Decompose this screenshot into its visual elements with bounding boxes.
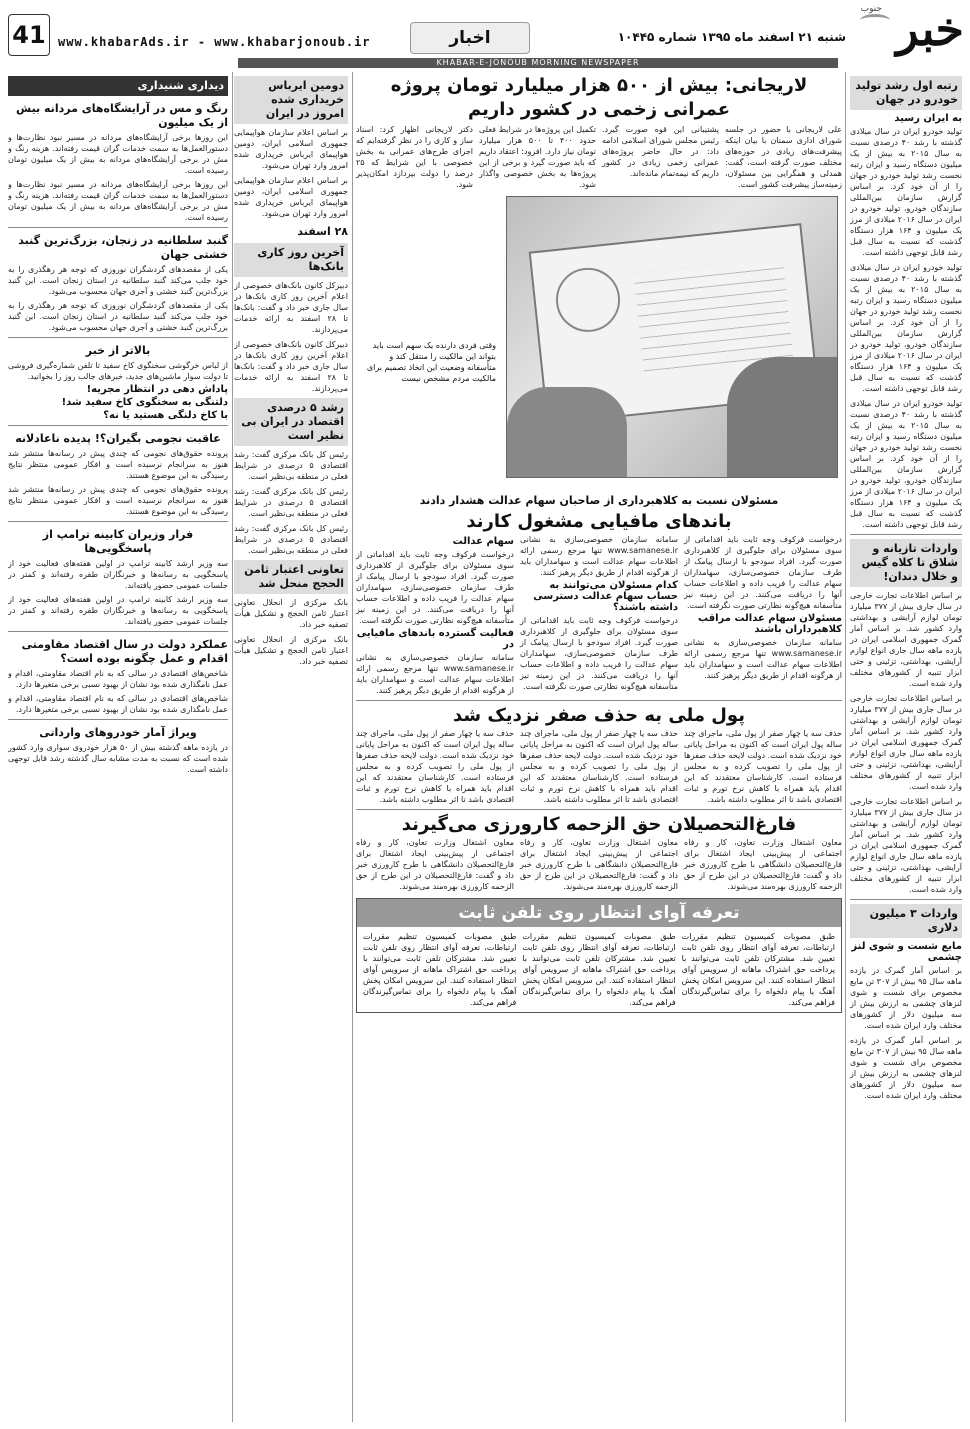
left-headline-3[interactable]: بالاتر از خبر	[85, 344, 151, 357]
midleft-title-1: دومین ایرباس خریداری شده امروز در ایران	[234, 76, 348, 124]
right-body-2: بر اساس اطلاعات تجارت خارجی در سال جاری بیش از ۳۷۷ میلیارد تومان لوازم آرایشی و بهداشتی وارد کشور شد. بر اساس آمار گمرک جمهوری اسلامی ایران در یازده ماهه سال جاری انواع لوازم آرایشی، بهداشتی، تزئینی و حتی ابزار تنبیه از کشورهای مختلف وارد شده است.	[850, 591, 962, 688]
midleft-body-1: بر اساس اعلام سازمان هواپیمایی جمهوری اسلامی ایران، دومین هواپیمای ایرباس خریداری شده امروز وارد تهران می‌شود.	[234, 128, 348, 170]
larijani-col-2: پشتیبانی این قوه صورت گیرد. رئیس مجلس شورای اسلامی ادامه داد: در حال حاضر پروژه‌های عمرانی زخمی زیادی در کشور داریم که نیمه‌تمام مانده‌اند.	[602, 125, 719, 178]
seal-icon	[553, 265, 623, 335]
midleft-body-3: رئیس کل بانک مرکزی گفت: رشد اقتصادی ۵ درصدی در شرایط فعلی در منطقه بی‌نظیر است.	[234, 450, 348, 481]
left-body-6b: شاخص‌های اقتصادی در سالی که به نام اقتصاد مقاومتی، اقدام و عمل نامگذاری شده بود نشان از بهبود نسبی برخی متغیرها دارد.	[8, 694, 228, 714]
left-body-4b: پرونده حقوق‌های نجومی که چندی پیش در رسانه‌ها منتشر شد هنوز به سرانجام نرسیده است و افکار عمومی منتظر نتایج رسیدگی به این موضوع هستند.	[8, 485, 228, 516]
left-sub-3a: پاداش دهی در انتظار مجریه!	[86, 384, 228, 395]
mafia-body-2: سامانه سازمان خصوصی‌سازی به نشانی www.samanese.ir تنها مرجع رسمی ارائه اطلاعات سهام عدالت است و سهامداران باید از هرگونه اقدام از طریق دیگر پرهیز کنند.	[520, 535, 678, 577]
midleft-body-3b: رئیس کل بانک مرکزی گفت: رشد اقتصادی ۵ درصدی در شرایط فعلی در منطقه بی‌نظیر است.	[234, 487, 348, 518]
certificate-lines	[633, 257, 793, 372]
left-sub-3b: دلتنگی به سختگوی کاخ سفید شد!	[61, 397, 228, 408]
left-headline-7[interactable]: ویراژ آمار خودروهای وارداتی	[39, 726, 197, 739]
section-tag: اخبار	[410, 22, 530, 54]
headline-graduates[interactable]: فارغ‌التحصیلان حق الزحمه کارورزی می‌گیرند	[401, 814, 797, 835]
mafia-subhead-b: فعالیت گسترده باندهای مافیایی در	[356, 628, 514, 650]
right-subtitle-1: به ایران رسید	[894, 113, 962, 124]
right-body-1: تولید خودرو ایران در سال میلادی گذشته با رشد ۴۰ درصدی نسبت به سال ۲۰۱۵ به بیش از یک میلیون دستگاه رسید و ایران رتبه نخست رشد تولید خودرو در جهان را از آن خود کرد. بر اساس گزارش سازمان بین‌المللی سازندگان خودرو، تولید خودرو در ایران در سال ۲۰۱۶ میلادی از مرز یک میلیون و ۱۶۴ هزار دستگاه گذشت که نسبت به سال قبل رشد قابل توجهی داشته است.	[850, 127, 962, 257]
left-body-1: این روزها برخی آرایشگاه‌های مردانه در مسیر نبود نظارت‌ها و دستورالعمل‌ها به سمت خدمات گران قیمت رفته‌اند. هزینه رنگ و مش در برخی آرایشگاه‌های مردانه به بیش از یک میلیون تومان رسیده است.	[8, 133, 228, 175]
headline-currency[interactable]: پول ملی به حذف صفر نزدیک شد	[453, 705, 745, 726]
logo-subtitle: جنوب	[860, 4, 882, 14]
graduates-col-2: معاون اشتغال وزارت تعاون، کار و رفاه اجتماعی از پیش‌بینی ایجاد اشتغال برای فارغ‌التحصیلان دانشگاهی با طرح کارورزی خبر داد و گفت: فارغ‌التحصیلان در این طرح از حق الزحمه کارورزی بهره‌مند می‌شوند.	[520, 838, 678, 891]
logo-text: خبر	[896, 2, 964, 56]
mafia-col-3	[356, 534, 514, 696]
photo-block	[356, 190, 842, 490]
divider	[8, 631, 228, 632]
left-headline-5[interactable]: فرار وزیران کابینه ترامپ از پاسخگویی‌ها	[42, 528, 194, 555]
graduates-col-1: معاون اشتغال وزارت تعاون، کار و رفاه اجتماعی از پیش‌بینی ایجاد اشتغال برای فارغ‌التحصیلان دانشگاهی با طرح کارورزی خبر داد و گفت: فارغ‌التحصیلان در این طرح از حق الزحمه کارورزی بهره‌مند می‌شوند.	[684, 838, 842, 891]
mafia-subhead-a: سهام عدالت	[452, 536, 514, 547]
mafia-subhead-d: کدام مسئولان می‌توانند به حساب سهام عدالت دسترسی داشته باشند؟	[533, 580, 678, 613]
divider	[8, 425, 228, 426]
mafia-body-3b: سامانه سازمان خصوصی‌سازی به نشانی www.samanese.ir تنها مرجع رسمی ارائه اطلاعات سهام عدالت است و سهامداران باید از هرگونه اقدام از طریق دیگر پرهیز کنند.	[356, 653, 514, 695]
right-body-2b: بر اساس اطلاعات تجارت خارجی در سال جاری بیش از ۳۷۷ میلیارد تومان لوازم آرایشی و بهداشتی وارد کشور شد. بر اساس آمار گمرک جمهوری اسلامی ایران در یازده ماهه سال جاری انواع لوازم آرایشی، بهداشتی، تزئینی و حتی ابزار تنبیه از کشورهای مختلف وارد شده است.	[850, 694, 962, 791]
larijani-col-3: تکمیل این پروژه‌ها در شرایط فعلی حدود ۴۰۰ تا ۵۰۰ هزار میلیارد تومان نیاز دارد. افزود: اعتقاد داریم که باید صورت گیرد و برخی از این پروژه‌ها به بخش خصوصی واگذار شود.	[479, 125, 596, 189]
hand-image	[727, 357, 837, 477]
kicker-shares: مسئولان نسبت به کلاهبرداری از صاحبان سهام عدالت هشدار دادند	[419, 494, 779, 507]
ringback-col-2: طبق مصوبات کمیسیون تنظیم مقررات ارتباطات، تعرفه آوای انتظار روی تلفن ثابت تعیین شد. مشترکان تلفن ثابت می‌توانند با پرداخت حق اشتراک ماهانه از سرویس آوای انتظار استفاده کنند. این سرویس امکان پخش آهنگ یا پیام دلخواه را برای تماس‌گیرندگان فراهم می‌کند.	[522, 932, 676, 1007]
currency-col-3: حذف سه یا چهار صفر از پول ملی، ماجرای چند ساله پول ایران است که اکنون به مراحل پایانی خود نزدیک شده است. دولت لایحه حذف صفرها از پول ملی را تصویب کرده و به مجلس فرستاده است. کارشناسان معتقدند که این اقدام باید همراه با کاهش نرخ تورم و ثبات اقتصادی باشد تا اثر مطلوب داشته باشد.	[356, 729, 514, 804]
mafia-text-grid	[356, 534, 842, 696]
left-body-5: سه وزیر ارشد کابینه ترامپ در اولین هفته‌های فعالیت خود از پاسخگویی به رسانه‌ها و خبرنگاران طفره رفته‌اند و کمتر در جلسات عمومی حضور یافته‌اند.	[8, 559, 228, 590]
right-body-3: بر اساس آمار گمرک در یازده ماهه سال ۹۵ بیش از ۳۰۷ تن مایع مخصوص برای شست و شوی لنزهای چشمی به ارزش بیش از سه میلیون دلار از کشورهای مختلف وارد ایران شده است.	[850, 966, 962, 1030]
mafia-body-3: درخواست فرکوف وجه ثابت باید اقداماتی از سوی مسئولان برای جلوگیری از کلاهبرداری صورت گیرد. افراد سودجو با ارسال پیامک از طرف سازمان خصوصی‌سازی، سهامداران سهام عدالت را فریب داده و اطلاعات حساب آنها را دریافت می‌کنند. در این زمینه نیز متأسفانه هیچ‌گونه نظارتی صورت نگرفته است.	[356, 550, 514, 625]
mafia-body-2b: درخواست فرکوف وجه ثابت باید اقداماتی از سوی مسئولان برای جلوگیری از کلاهبرداری صورت گیرد. افراد سودجو با ارسال پیامک از طرف سازمان خصوصی‌سازی، سهامداران سهام عدالت را فریب داده و اطلاعات حساب آنها را دریافت می‌کنند. در این زمینه نیز متأسفانه هیچ‌گونه نظارتی صورت نگرفته است.	[520, 616, 678, 691]
larijani-text-grid	[356, 124, 842, 190]
page-number: 41	[8, 14, 50, 56]
left-body-2b: یکی از مقصدهای گردشگران نوروزی که توجه هر رهگذری را به خود جلب می‌کند گنبد سلطانیه در استان زنجان است. این گنبد بزرگ‌ترین گنبد خشتی و آجری جهان محسوب می‌شود.	[8, 301, 228, 332]
divider	[8, 337, 228, 338]
graduates-col-3: معاون اشتغال وزارت تعاون، کار و رفاه اجتماعی از پیش‌بینی ایجاد اشتغال برای فارغ‌التحصیلان دانشگاهی با طرح کارورزی خبر داد و گفت: فارغ‌التحصیلان در این طرح از حق الزحمه کارورزی بهره‌مند می‌شوند.	[356, 838, 514, 891]
currency-text-grid	[356, 728, 842, 805]
ringback-tone-box	[356, 898, 842, 1013]
right-title-3: واردات ۳ میلیون دلاری	[850, 904, 962, 938]
midleft-body-4: بانک مرکزی از انحلال تعاونی اعتبار ثامن الحجج و تشکیل هیأت تصفیه خبر داد.	[234, 598, 348, 629]
left-section-title: دیداری شنیداری	[8, 76, 228, 96]
left-body-3: از لباس خرگوشی سخنگوی کاخ سفید تا تلفن شماره‌گیری فروشی تا دولت سوار ماشین‌های جدید، خبرهای جالب روز را بخوانید.	[8, 361, 228, 381]
right-body-3b: بر اساس آمار گمرک در یازده ماهه سال ۹۵ بیش از ۳۰۷ تن مایع مخصوص برای شست و شوی لنزهای چشمی به ارزش بیش از سه میلیون دلار از کشورهای مختلف وارد ایران شده است.	[850, 1036, 962, 1100]
midleft-body-3c: رئیس کل بانک مرکزی گفت: رشد اقتصادی ۵ درصدی در شرایط فعلی در منطقه بی‌نظیر است.	[234, 524, 348, 555]
larijani-col-4: دکتر لاریجانی اظهار کرد: اسناد ساز و کاری را در نظر گرفته‌ایم که اجرای طرح‌های عمرانی به بخش خصوصی با این شرایط که ۲۵ درصد را دولت بپردازد امکان‌پذیر شود.	[356, 125, 473, 189]
left-headline-4[interactable]: عاقبت نجومی بگیران؟! پدیده ناعادلانه	[15, 432, 221, 445]
share-card-photo	[506, 196, 838, 478]
masthead	[0, 0, 970, 66]
dateline: شنبه ۲۱ اسفند ماه ۱۳۹۵ شماره ۱۰۴۴۵	[617, 30, 846, 44]
midleft-date: ۲۸ اسفند	[297, 225, 348, 238]
right-body-1b: تولید خودرو ایران در سال میلادی گذشته با رشد ۴۰ درصدی نسبت به سال ۲۰۱۵ به بیش از یک میلیون دستگاه رسید و ایران رتبه نخست رشد تولید خودرو در جهان را از آن خود کرد. بر اساس گزارش سازمان بین‌المللی سازندگان خودرو، تولید خودرو در ایران در سال ۲۰۱۶ میلادی از مرز یک میلیون و ۱۶۴ هزار دستگاه گذشت که نسبت به سال قبل رشد قابل توجهی داشته است.	[850, 263, 962, 393]
mafia-body: درخواست فرکوف وجه ثابت باید اقداماتی از سوی مسئولان برای جلوگیری از کلاهبرداری صورت گیرد. افراد سودجو با ارسال پیامک از طرف سازمان خصوصی‌سازی، سهامداران سهام عدالت را فریب داده و اطلاعات حساب آنها را دریافت می‌کنند. در این زمینه نیز متأسفانه هیچ‌گونه نظارتی صورت نگرفته است.	[684, 535, 842, 610]
hand-image	[507, 387, 627, 477]
right-subtitle-3: مایع شست و شوی لنز چشمی	[851, 941, 962, 963]
midleft-body-2b: دبیرکل کانون بانک‌های خصوصی از اعلام آخرین روز کاری بانک‌ها در سال جاری خبر داد و گفت: بانک‌ها تا ۲۸ اسفند به ارائه خدمات می‌پردازند.	[234, 340, 348, 393]
mid-left-column	[234, 72, 353, 1422]
right-title-2: واردات تازیانه و شلاق تا کلاه گیس و خلال دندان!	[850, 539, 962, 587]
divider	[850, 899, 962, 900]
divider	[8, 227, 228, 228]
logo-wave-icon	[860, 14, 890, 27]
left-body-4: پرونده حقوق‌های نجومی که چندی پیش در رسانه‌ها منتشر شد هنوز به سرانجام نرسیده است و افکار عمومی منتظر نتایج رسیدگی به این موضوع هستند.	[8, 449, 228, 480]
photo-caption: وقتی فردی دارنده یک سهم است باید بتواند این مالکیت را منتقل کند و متأسفانه وضعیت این اتخاذ تصمیم برای مالکیت مردم مشخص نیست	[366, 341, 496, 383]
right-body-2c: بر اساس اطلاعات تجارت خارجی در سال جاری بیش از ۳۷۷ میلیارد تومان لوازم آرایشی و بهداشتی وارد کشور شد. بر اساس آمار گمرک جمهوری اسلامی ایران در یازده ماهه سال جاری انواع لوازم آرایشی، بهداشتی، تزئینی و حتی ابزار تنبیه از کشورهای مختلف وارد شده است.	[850, 797, 962, 894]
divider	[850, 534, 962, 535]
currency-col-1: حذف سه یا چهار صفر از پول ملی، ماجرای چند ساله پول ایران است که اکنون به مراحل پایانی خود نزدیک شده است. دولت لایحه حذف صفرها از پول ملی را تصویب کرده و به مجلس فرستاده است. کارشناسان معتقدند که این اقدام باید همراه با کاهش نرخ تورم و ثبات اقتصادی باشد تا اثر مطلوب داشته باشد.	[684, 729, 842, 804]
divider	[356, 809, 842, 810]
main-area	[356, 72, 842, 1422]
graduates-text-grid	[356, 837, 842, 892]
midleft-body-1b: بر اساس اعلام سازمان هواپیمایی جمهوری اسلامی ایران، دومین هواپیمای ایرباس خریداری شده امروز وارد تهران می‌شود.	[234, 176, 348, 218]
newspaper-logo	[854, 4, 964, 58]
left-headline-2[interactable]: گنبد سلطانیه در زنجان، بزرگ‌ترین گنبد خشتی جهان	[18, 234, 228, 261]
mafia-col-1	[684, 534, 842, 696]
left-headline-6[interactable]: عملکرد دولت در سال اقتصاد مقاومتی اقدام و عمل چگونه بوده است؟	[21, 638, 228, 665]
left-headline-1[interactable]: رنگ و مس در آرایشگاه‌های مردانه بیش از یک میلیون	[16, 102, 228, 129]
left-sub-3c: با کاخ دلنگی هستید یا نه؟	[103, 410, 228, 421]
headline-mafia[interactable]: باندهای مافیایی مشغول کارند	[466, 511, 732, 532]
midleft-title-3: رشد ۵ درصدی اقتصاد در ایران بی نظیر است	[234, 398, 348, 446]
midleft-title-4: تعاونی اعتبار ثامن الحجج منحل شد	[234, 560, 348, 594]
headline-larijani[interactable]: لاریجانی: بیش از ۵۰۰ هزار میلیارد تومان پروژه عمرانی زخمی در کشور داریم	[390, 75, 808, 120]
right-title-1: رتبه اول رشد تولید خودرو در جهان	[850, 76, 962, 110]
mafia-body-b: سامانه سازمان خصوصی‌سازی به نشانی www.samanese.ir تنها مرجع رسمی ارائه اطلاعات سهام عدالت است و سهامداران باید از هرگونه اقدام از طریق دیگر پرهیز کنند.	[684, 638, 842, 680]
mafia-subhead-c: مسئولان سهام عدالت مراقب کلاهبرداران باشند	[697, 613, 842, 635]
midleft-title-2: آخرین روز کاری بانک‌ها	[234, 243, 348, 277]
ringback-col-3: طبق مصوبات کمیسیون تنظیم مقررات ارتباطات، تعرفه آوای انتظار روی تلفن ثابت تعیین شد. مشترکان تلفن ثابت می‌توانند با پرداخت حق اشتراک ماهانه از سرویس آوای انتظار استفاده کنند. این سرویس امکان پخش آهنگ یا پیام دلخواه را برای تماس‌گیرندگان فراهم می‌کند.	[363, 932, 517, 1007]
divider	[8, 719, 228, 720]
ringback-col-1: طبق مصوبات کمیسیون تنظیم مقررات ارتباطات، تعرفه آوای انتظار روی تلفن ثابت تعیین شد. مشترکان تلفن ثابت می‌توانند با پرداخت حق اشتراک ماهانه از سرویس آوای انتظار استفاده کنند. این سرویس امکان پخش آهنگ یا پیام دلخواه را برای تماس‌گیرندگان فراهم می‌کند.	[681, 932, 835, 1007]
mafia-col-2	[520, 534, 678, 696]
left-body-6: شاخص‌های اقتصادی در سالی که به نام اقتصاد مقاومتی، اقدام و عمل نامگذاری شده بود نشان از بهبود نسبی برخی متغیرها دارد.	[8, 669, 228, 689]
website-line[interactable]: www.khabarAds.ir - www.khabarjonoub.ir	[58, 35, 371, 49]
divider	[356, 700, 842, 701]
midleft-body-2: دبیرکل کانون بانک‌های خصوصی از اعلام آخرین روز کاری بانک‌ها در سال جاری خبر داد و گفت: بانک‌ها تا ۲۸ اسفند به ارائه خدمات می‌پردازند.	[234, 281, 348, 334]
left-body-7: در یازده ماهه گذشته بیش از ۵۰ هزار خودروی سواری وارد کشور شده است که نسبت به مدت مشابه سال گذشته رشد قابل توجهی داشته است.	[8, 743, 228, 774]
left-body-5b: سه وزیر ارشد کابینه ترامپ در اولین هفته‌های فعالیت خود از پاسخگویی به رسانه‌ها و خبرنگاران طفره رفته‌اند و کمتر در جلسات عمومی حضور یافته‌اند.	[8, 595, 228, 626]
midleft-body-4b: بانک مرکزی از انحلال تعاونی اعتبار ثامن الحجج و تشکیل هیأت تصفیه خبر داد.	[234, 635, 348, 666]
english-bar: KHABAR-E-JONOUB MORNING NEWSPAPER	[238, 58, 838, 68]
left-body-2: یکی از مقصدهای گردشگران نوروزی که توجه هر رهگذری را به خود جلب می‌کند گنبد سلطانیه در استان زنجان است. این گنبد بزرگ‌ترین گنبد خشتی و آجری جهان محسوب می‌شود.	[8, 265, 228, 296]
ringback-box-title[interactable]: تعرفه آوای انتظار روی تلفن ثابت	[357, 899, 841, 927]
right-body-1c: تولید خودرو ایران در سال میلادی گذشته با رشد ۴۰ درصدی نسبت به سال ۲۰۱۵ به بیش از یک میلیون دستگاه رسید و ایران رتبه نخست رشد تولید خودرو در جهان را از آن خود کرد. بر اساس گزارش سازمان بین‌المللی سازندگان خودرو، تولید خودرو در ایران در سال ۲۰۱۶ میلادی از مرز یک میلیون و ۱۶۴ هزار دستگاه گذشت که نسبت به سال قبل رشد قابل توجهی داشته است.	[850, 399, 962, 529]
currency-col-2: حذف سه یا چهار صفر از پول ملی، ماجرای چند ساله پول ایران است که اکنون به مراحل پایانی خود نزدیک شده است. دولت لایحه حذف صفرها از پول ملی را تصویب کرده و به مجلس فرستاده است. کارشناسان معتقدند که این اقدام باید همراه با کاهش نرخ تورم و ثبات اقتصادی باشد تا اثر مطلوب داشته باشد.	[520, 729, 678, 804]
larijani-col-1: علی لاریجانی با حضور در جلسه شورای اداری سمنان با بیان اینکه پیشرفت‌های زیادی در حوزه‌های مختلف صورت گرفته است، گفت: همدلی و همگرایی بین مسئولان، زمینه‌ساز پیشرفت کشور است.	[725, 125, 842, 189]
divider	[8, 521, 228, 522]
ringback-box-body	[357, 927, 841, 1012]
left-body-1b: این روزها برخی آرایشگاه‌های مردانه در مسیر نبود نظارت‌ها و دستورالعمل‌ها به سمت خدمات گران قیمت رفته‌اند. هزینه رنگ و مش در برخی آرایشگاه‌های مردانه به بیش از یک میلیون تومان رسیده است.	[8, 180, 228, 222]
right-column	[845, 72, 962, 1422]
left-column	[8, 72, 233, 1422]
